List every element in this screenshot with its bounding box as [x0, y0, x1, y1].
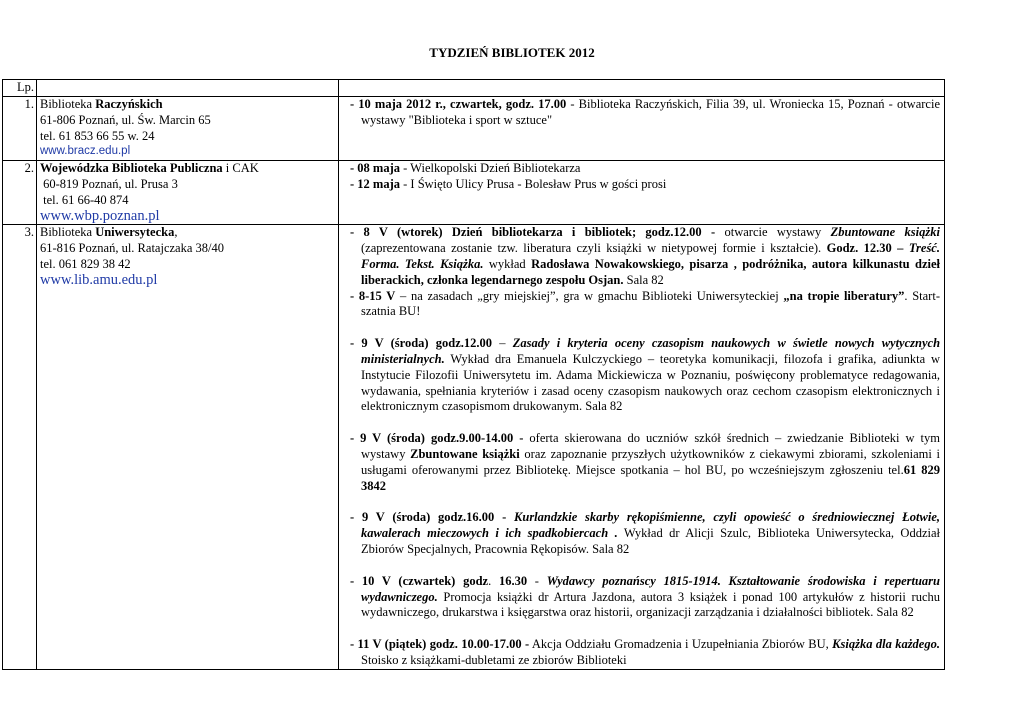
library-name: Biblioteka Uniwersytecka, — [40, 225, 178, 240]
event-item: - 10 V (czwartek) godz. 16.30 - Wydawcy poznańscy 1815-1914. Kształtowanie środowiska i repertuaru wydawniczego. Promocja książki dr Artura Jazdona, autora 3 książek i ponad 100 artykułów z historii ruchu wydawniczego, drukarstwa i księgarstwa oraz historii, organizacji zarządzania i działalności bibliotek. Sala 82 — [350, 573, 940, 620]
events-cell — [339, 225, 945, 669]
library-cell — [37, 97, 339, 161]
library-phone: tel. 61 853 66 55 w. 24 — [40, 128, 155, 143]
events-cell — [339, 161, 945, 225]
row-number: 1. — [3, 97, 37, 161]
row-number: 2. — [3, 161, 37, 225]
event-item: - 9 V (środa) godz.9.00-14.00 - oferta skierowana do uczniów szkół średnich – zwiedzanie Biblioteki w tym wystawy Zbuntowane książki oraz zapoznanie przyszłych użytkowników z ciekawymi zbiorami, szkoleniami i usługami oferowanymi przez Bibliotekę. Miejsce spotkania – hol BU, po wcześniejszym zgłoszeniu tel.61 829 3842 — [350, 431, 940, 493]
library-address: 60-819 Poznań, ul. Prusa 3 — [40, 176, 178, 191]
table-row — [3, 225, 945, 669]
library-name: Wojewódzka Biblioteka Publiczna i CAK — [40, 161, 259, 176]
library-address: 61-806 Poznań, ul. Św. Marcin 65 — [40, 112, 211, 127]
event-item: - 8-15 V – na zasadach „gry miejskiej”, gra w gmachu Biblioteki Uniwersyteckiej „na tropie liberatury”. Start- szatnia BU! — [350, 288, 940, 319]
row-number: 3. — [3, 225, 37, 669]
table-header-row — [3, 80, 945, 97]
event-item: - 8 V (wtorek) Dzień bibliotekarza i bibliotek; godz.12.00 - otwarcie wystawy Zbuntowane książki (zaprezentowana zostanie tzw. liberatura czyli książki w nietypowej formie i kształcie). Godz. 12.30 – Treść. Forma. Tekst. Książka. wykład Radosława Nowakowskiego, pisarza , podróżnika, autora kilkunastu dzieł liberackich, członka legendarnego zespołu Osjan. Sala 82 — [350, 225, 940, 287]
table-row — [3, 97, 945, 161]
event-item: - 08 maja - Wielkopolski Dzień Bibliotekarza — [350, 161, 581, 176]
header-lp: Lp. — [3, 80, 37, 97]
library-address: 61-816 Poznań, ul. Ratajczaka 38/40 — [40, 241, 224, 256]
library-cell — [37, 161, 339, 225]
header-library — [37, 80, 339, 97]
events-table — [2, 79, 945, 670]
library-website-link[interactable]: www.wbp.poznan.pl — [40, 207, 160, 224]
events-cell — [339, 97, 945, 161]
library-phone: tel. 61 66-40 874 — [40, 192, 129, 207]
event-item: - 11 V (piątek) godz. 10.00-17.00 - Akcja Oddziału Gromadzenia i Uzupełniania Zbiorów BU, Książka dla każdego. Stoisko z książkami-dubletami ze zbiorów Biblioteki — [350, 637, 940, 667]
page-title: TYDZIEŃ BIBLIOTEK 2012 — [429, 45, 595, 60]
table-row — [3, 161, 945, 225]
event-item: - 12 maja - I Święto Ulicy Prusa - Bolesław Prus w gości prosi — [350, 176, 667, 191]
event-item: - 9 V (środa) godz.16.00 - Kurlandzkie skarby rękopiśmienne, czyli opowieść o średniowiecznej Łotwie, kawalerach mieczowych i ich spadkobiercach . Wykład dr Alicji Szulc, Biblioteka Uniwersytecka, Oddział Zbiorów Specjalnych, Pracownia Rękopisów. Sala 82 — [350, 510, 941, 556]
header-events — [339, 80, 945, 97]
event-item: - 9 V (środa) godz.12.00 – Zasady i kryteria oceny czasopism naukowych w świetle nowych wytycznych ministerialnych. Wykład dra Emanuela Kulczyckiego – teoretyka komunikacji, filozofa i grafika, adiunkta w Instytucie Filozofii Uniwersytetu im. Adama Mickiewicza w Poznaniu, poświęcony problematyce redagowania, wydawania, spełniania kryteriów i zasad oceny czasopism naukowych oraz cechom czasopism elektronicznych i elektronicznym czasopismom drukowanym. Sala 82 — [350, 336, 941, 414]
library-phone: tel. 061 829 38 42 — [40, 256, 131, 271]
library-cell — [37, 225, 339, 669]
library-name: Biblioteka Raczyńskich — [40, 97, 163, 111]
event-item: - 10 maja 2012 r., czwartek, godz. 17.00 - Biblioteka Raczyńskich, Filia 39, ul. Wroniecka 15, Poznań - otwarcie wystawy "Biblioteka i sport w sztuce" — [350, 97, 940, 127]
library-website-link[interactable]: www.bracz.edu.pl — [40, 145, 131, 158]
library-website-link[interactable]: www.lib.amu.edu.pl — [40, 271, 158, 288]
